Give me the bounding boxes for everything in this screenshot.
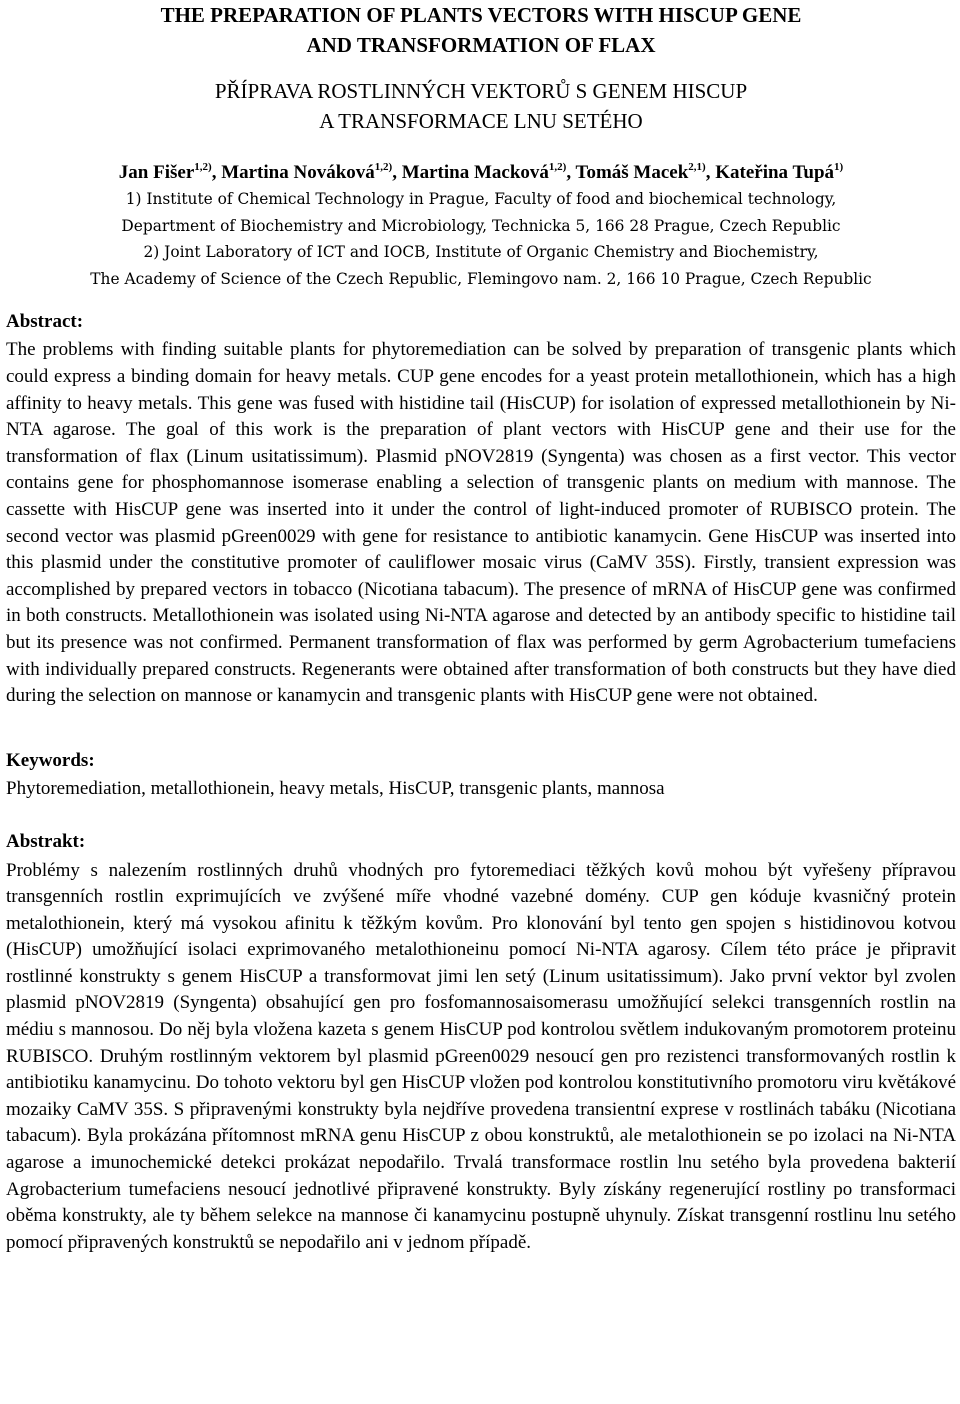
title-cz-line-2: A TRANSFORMACE LNU SETÉHO [319,109,643,133]
author-name: Kateřina Tupá [715,162,835,183]
author-name: Martina Macková [401,162,549,183]
affiliation-line: Department of Biochemistry and Microbiology, Technicka 5, 166 28 Prague, Czech Republic [121,216,841,235]
title-en-line-2: AND TRANSFORMATION OF FLAX [306,33,656,57]
author-name: Martina Nováková [221,162,375,183]
abstrakt-section [6,829,956,1257]
document-page [6,0,956,1256]
author-affiliation-mark: 1) [834,161,844,173]
title-cz-line-1: PŘÍPRAVA ROSTLINNÝCH VEKTORŮ S GENEM HISCUP [214,79,748,103]
affiliations [6,186,956,293]
affiliation-line: 1) Institute of Chemical Technology in Prague, Faculty of food and biochemical technology, [125,190,837,208]
abstract-text: The problems with finding suitable plants for phytoremediation can be solved by preparation of transgenic plants which could express a binding domain for heavy metals. CUP gene encodes for a yeast protein metallothionein, which has a high affinity to heavy metals. This gene was fused with histidine tail (HisCUP) for isolation of expressed metallothionein by Ni-NTA agarose. The goal of this work is the preparation of plant vectors with HisCUP gene and their use for the transformation of flax (Linum usitatissimum). Plasmid pNOV2819 (Syngenta) was chosen as a first vector. This vector contains gene for phosphomannose isomerase enabling a selection of transgenic plants on medium with mannose. The cassette with HisCUP gene was inserted into it under the control of light-induced promoter of RUBISCO protein. The second vector was plasmid pGreen0029 with gene for resistance to antibiotic kanamycin. Gene HisCUP was inserted into this plasmid under the constitutive promoter of cauliflower mosaic virus (CaMV 35S). Firstly, transient expression was accomplished by prepared vectors in tobacco (Nicotiana tabacum). The presence of mRNA of HisCUP gene was confirmed in both constructs. Metallothionein was isolated using Ni-NTA agarose and detected by an antibody specific to histidine tail but its presence was not confirmed. Permanent transformation of flax was performed by germ Agrobacterium tumefaciens with individually prepared constructs. Regenerants were obtained after transformation of both constructs but they have died during the selection on mannose or kanamycin and transgenic plants with HisCUP gene were not obtained. [6,339,956,707]
title-english [6,0,956,60]
author-separator: , [392,162,402,183]
author-affiliation-mark: 1,2) [374,161,393,173]
title-czech [6,76,956,136]
author-affiliation-mark: 1,2) [548,161,567,173]
author-name: Tomáš Macek [575,162,689,183]
author-separator: , [705,162,716,183]
abstract-section [6,309,956,710]
abstrakt-heading: Abstrakt: [6,830,86,852]
abstract-heading: Abstract: [6,310,84,332]
author-affiliation-mark: 2,1) [688,161,706,173]
affiliation-line: The Academy of Science of the Czech Republic, Flemingovo nam. 2, 166 10 Prague, Czech Republic [90,270,872,289]
keywords-section [6,748,956,803]
keywords-text: Phytoremediation, metallothionein, heavy metals, HisCUP, transgenic plants, mannosa [6,778,665,800]
author-separator: , [566,162,576,183]
keywords-heading: Keywords: [6,749,95,771]
abstrakt-text: Problémy s nalezením rostlinných druhů vhodných pro fytoremediaci těžkých kovů mohou být vyřešeny přípravou transgenních rostlin exprimujících ve zvýšené míře vhodné vazebné domény. CUP gen kóduje kvasničný protein metalothionein, který má vysokou afinitu k těžkým kovům. Pro klonování byl tento gen spojen s histidinovou kotvou (HisCUP) umožňující isolaci exprimovaného metalothioneinu pomocí Ni-NTA agarosy. Cílem této práce je připravit rostlinné konstrukty s genem HisCUP a transformovat jimi len setý (Linum usitatissimum). Jako první vektor byl zvolen plasmid pNOV2819 (Syngenta) obsahující gen pro fosfomannosaisomerasu umožňující selekci transgenních rostlin na médiu s mannosou. Do něj byla vložena kazeta s genem HisCUP pod kontrolou světlem indukovaným promotorem proteinu RUBISCO. Druhým rostlinným vektorem byl plasmid pGreen0029 nesoucí gen pro rezistenci transformovaných rostlin k antibiotiku kanamycinu. Do tohoto vektoru byl gen HisCUP vložen pod kontrolou konstitutivního promotoru viru květákové mozaiky CaMV 35S. S připravenými konstrukty byla nejdříve provedena transientní exprese v rostlinách tabáku (Nicotiana tabacum). Byla prokázána přítomnost mRNA genu HisCUP z obou konstruktů, ale metalothionein se po izolaci na Ni-NTA agarose a imunochemické detekci prokázat nepodařilo. Trvalá transformace rostlin lnu setého byla provedena bakterií Agrobacterium tumefaciens nesoucí jednotlivé připravené konstrukty. Byly získány regenerující rostliny po transformaci oběma konstrukty, ale ty během selekce na mannose či kanamycinu postupně uhynuly. Získat transgenní rostlinu lnu setého pomocí připravených konstruktů se nepodařilo ani v jednom případě. [6,859,956,1253]
affiliation-line: 2) Joint Laboratory of ICT and IOCB, Institute of Organic Chemistry and Biochemistry, [143,243,819,262]
title-en-line-1: THE PREPARATION OF PLANTS VECTORS WITH HISCUP GENE [160,3,802,27]
author-separator: , [211,162,222,183]
author-name: Jan Fišer [118,162,195,183]
author-affiliation-mark: 1,2) [194,161,212,173]
author-list [6,159,956,186]
